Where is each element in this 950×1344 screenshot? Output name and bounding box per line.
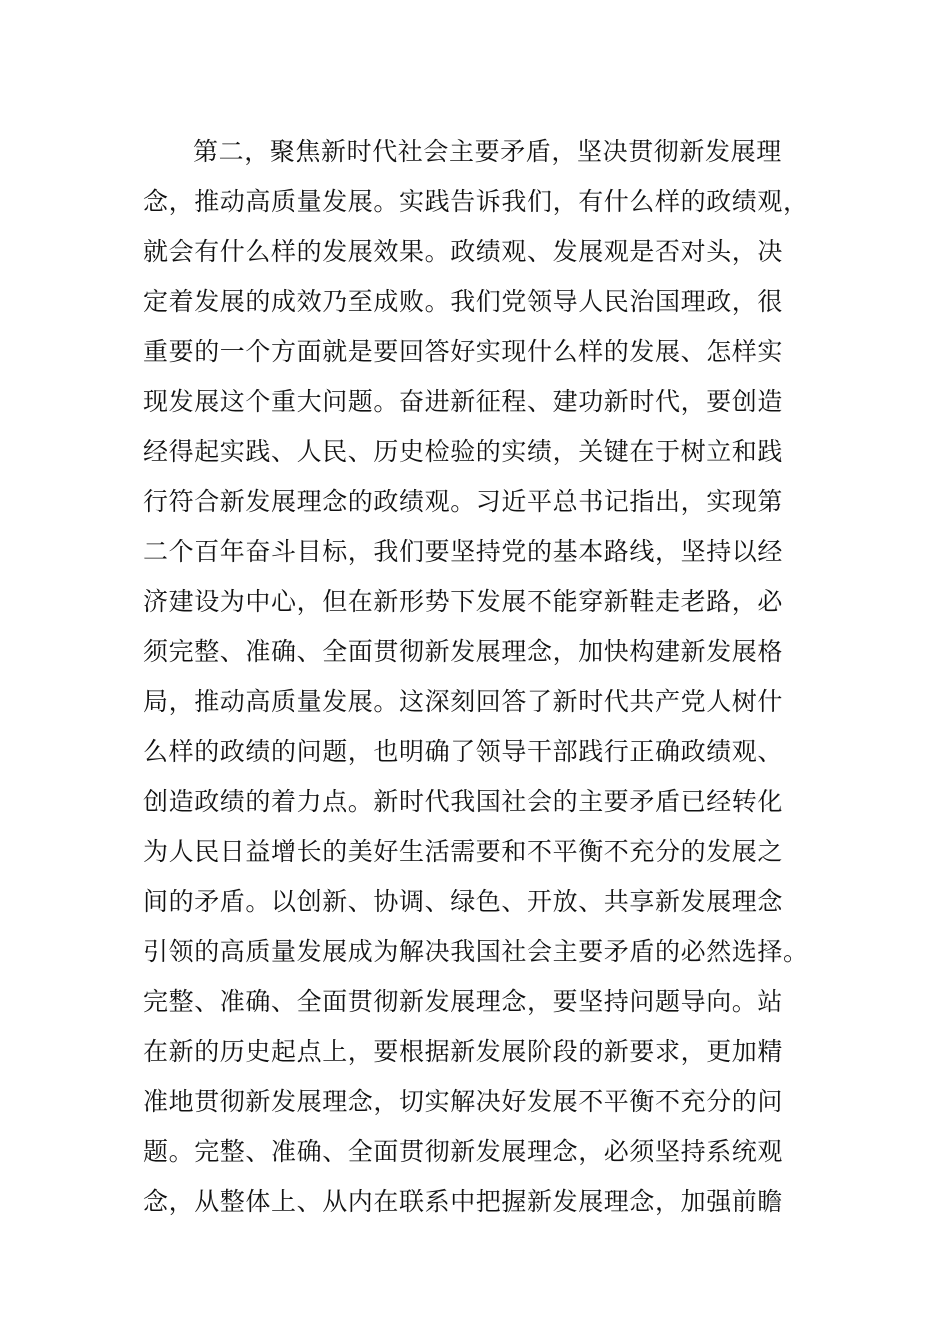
text-line: 局，推动高质量发展。这深刻回答了新时代共产党人树什	[143, 687, 784, 716]
text-line: 引领的高质量发展成为解决我国社会主要矛盾的必然选择。	[143, 937, 809, 966]
text-line: 就会有什么样的发展效果。政绩观、发展观是否对头，决	[143, 237, 784, 266]
text-line: 创造政绩的着力点。新时代我国社会的主要矛盾已经转化	[143, 787, 784, 816]
text-line: 完整、准确、全面贯彻新发展理念，要坚持问题导向。站	[143, 987, 784, 1016]
text-line: 为人民日益增长的美好生活需要和不平衡不充分的发展之	[143, 837, 784, 866]
text-line: 念，推动高质量发展。实践告诉我们，有什么样的政绩观，	[143, 187, 809, 216]
text-line: 须完整、准确、全面贯彻新发展理念，加快构建新发展格	[143, 637, 784, 666]
text-line: 现发展这个重大问题。奋进新征程、建功新时代，要创造	[143, 387, 784, 416]
text-line: 在新的历史起点上，要根据新发展阶段的新要求，更加精	[143, 1037, 784, 1066]
body-paragraph	[143, 127, 823, 1227]
text-line: 重要的一个方面就是要回答好实现什么样的发展、怎样实	[143, 337, 784, 366]
text-line: 行符合新发展理念的政绩观。习近平总书记指出，实现第	[143, 487, 784, 516]
text-line: 念，从整体上、从内在联系中把握新发展理念，加强前瞻	[143, 1187, 784, 1216]
text-line: 经得起实践、人民、历史检验的实绩，关键在于树立和践	[143, 437, 784, 466]
text-line: 题。完整、准确、全面贯彻新发展理念，必须坚持系统观	[143, 1137, 784, 1166]
text-line: 二个百年奋斗目标，我们要坚持党的基本路线，坚持以经	[143, 537, 784, 566]
text-line: 间的矛盾。以创新、协调、绿色、开放、共享新发展理念	[143, 887, 784, 916]
text-line: 准地贯彻新发展理念，切实解决好发展不平衡不充分的问	[143, 1087, 784, 1116]
text-line: 第二，聚焦新时代社会主要矛盾，坚决贯彻新发展理	[193, 137, 782, 166]
text-line: 么样的政绩的问题，也明确了领导干部践行正确政绩观、	[143, 737, 784, 766]
text-line: 定着发展的成效乃至成败。我们党领导人民治国理政，很	[143, 287, 784, 316]
text-line: 济建设为中心，但在新形势下发展不能穿新鞋走老路，必	[143, 587, 784, 616]
